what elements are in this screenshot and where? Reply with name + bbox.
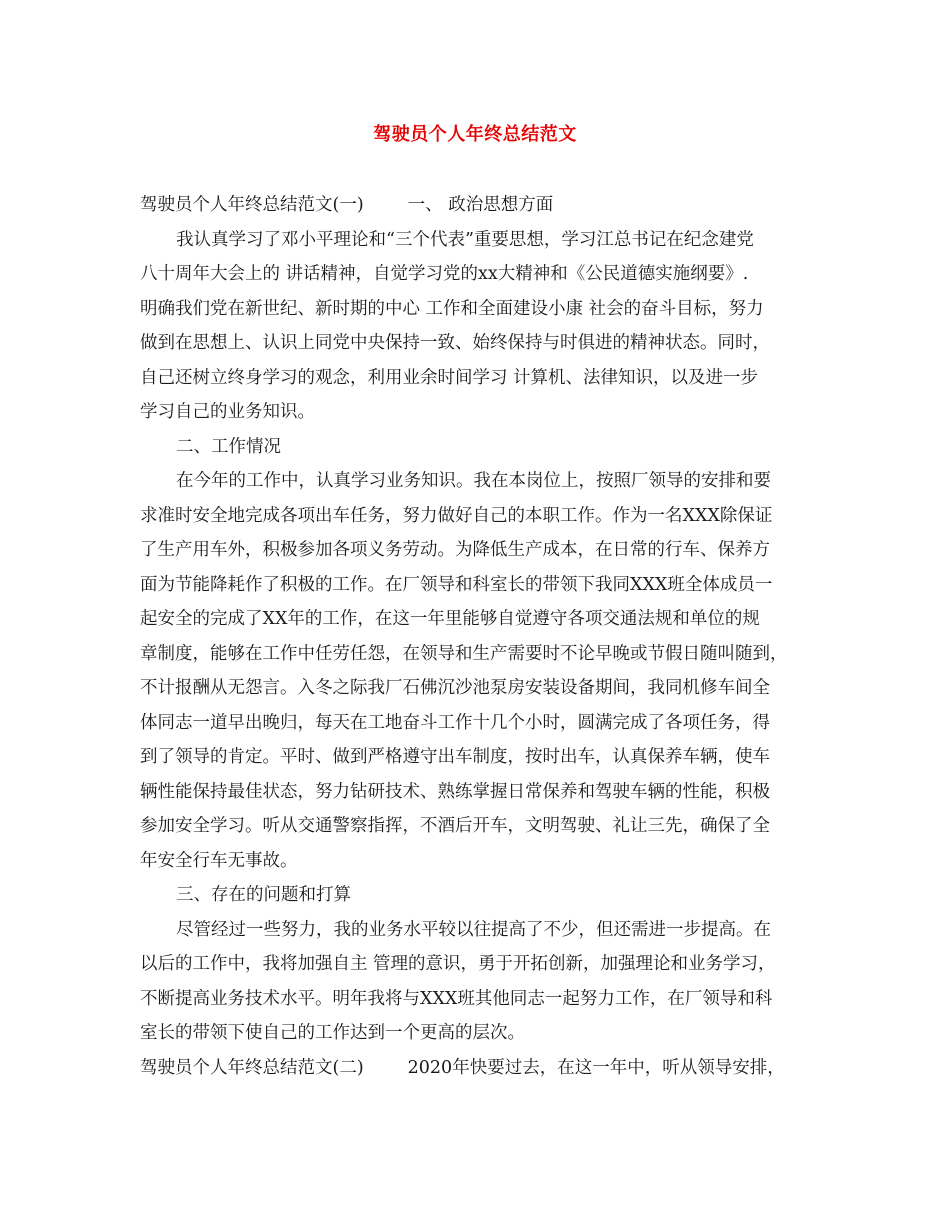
document-body (140, 188, 820, 1085)
body-line: 学习自己的业务知识。 (140, 402, 315, 422)
body-line: 做到在思想上、认识上同党中央保持一致、始终保持与时俱进的精神状态。同时， (140, 333, 770, 353)
body-line: 尽管经过一些努力，我的业务水平较以往提高了不少，但还需进一步提高。在 (176, 919, 771, 940)
section-heading-line (140, 1051, 820, 1086)
body-line: 章制度，能够在工作中任劳任怨，在领导和生产需要时不论早晚或节假日随叫随到， (140, 643, 788, 664)
section-heading: 驾驶员个人年终总结范文(一) (140, 195, 364, 215)
body-line: 不断提高业务技术水平。明年我将与XXX班其他同志一起努力工作，在厂领导和科 (140, 988, 773, 1009)
paragraph-heading: 三、存在的问题和打算 (176, 885, 351, 905)
section-heading: 驾驶员个人年终总结范文(二) (140, 1057, 364, 1078)
body-line: 2020年快要过去，在这一年中，听从领导安排， (407, 1057, 785, 1078)
section-heading-line (140, 188, 820, 223)
body-line: 到了领导的肯定。平时、做到严格遵守出车制度，按时出车，认真保养车辆，使车 (140, 747, 770, 767)
body-line: 明确我们党在新世纪、新时期的中心 工作和全面建设小康 社会的奋斗目标，努力 (140, 298, 764, 319)
body-line: 自己还树立终身学习的观念，利用业余时间学习 计算机、法律知识，以及进一步 (140, 367, 759, 388)
body-line: 年安全行车无事故。 (140, 850, 298, 871)
body-line: 在今年的工作中，认真学习业务知识。我在本岗位上，按照厂领导的安排和要 (176, 471, 771, 491)
paragraph-heading: 二、工作情况 (176, 436, 281, 457)
paragraph-heading: 一、 政治思想方面 (407, 195, 554, 215)
body-line: 求准时安全地完成各项出车任务，努力做好自己的本职工作。作为一名XXX除保证 (140, 505, 773, 526)
body-line: 面为节能降耗作了积极的工作。在厂领导和科室长的带领下我同XXX班全体成员一 (140, 574, 773, 595)
body-line: 了生产用车外，积极参加各项义务劳动。为降低生产成本，在日常的行车、保养方 (140, 540, 770, 560)
body-line: 以后的工作中，我将加强自主 管理的意识，勇于开拓创新，加强理论和业务学习， (140, 954, 776, 974)
body-line: 八十周年大会上的 讲话精神，自觉学习党的xx大精神和《公民道德实施纲要》. (140, 264, 749, 284)
body-line: 起安全的完成了XX年的工作，在这一年里能够自觉遵守各项交通法规和单位的规 (140, 609, 760, 629)
document-title: 驾驶员个人年终总结范文 (373, 124, 577, 145)
body-line: 不计报酬从无怨言。入冬之际我厂石佛沉沙池泵房安装设备期间，我同机修车间全 (140, 678, 770, 698)
body-line: 辆性能保持最佳状态，努力钻研技术、熟练掌握日常保养和驾驶车辆的性能，积极 (140, 781, 770, 802)
body-line: 体同志一道早出晚归，每天在工地奋斗工作十几个小时，圆满完成了各项任务，得 (140, 712, 770, 733)
body-line: 我认真学习了邓小平理论和“三个代表”重要思想，学习江总书记在纪念建党 (176, 229, 754, 250)
body-line: 室长的带领下使自己的工作达到一个更高的层次。 (140, 1023, 525, 1043)
body-line: 参加安全学习。听从交通警察指挥，不酒后开车，文明驾驶、礼让三先，确保了全 (140, 816, 770, 836)
